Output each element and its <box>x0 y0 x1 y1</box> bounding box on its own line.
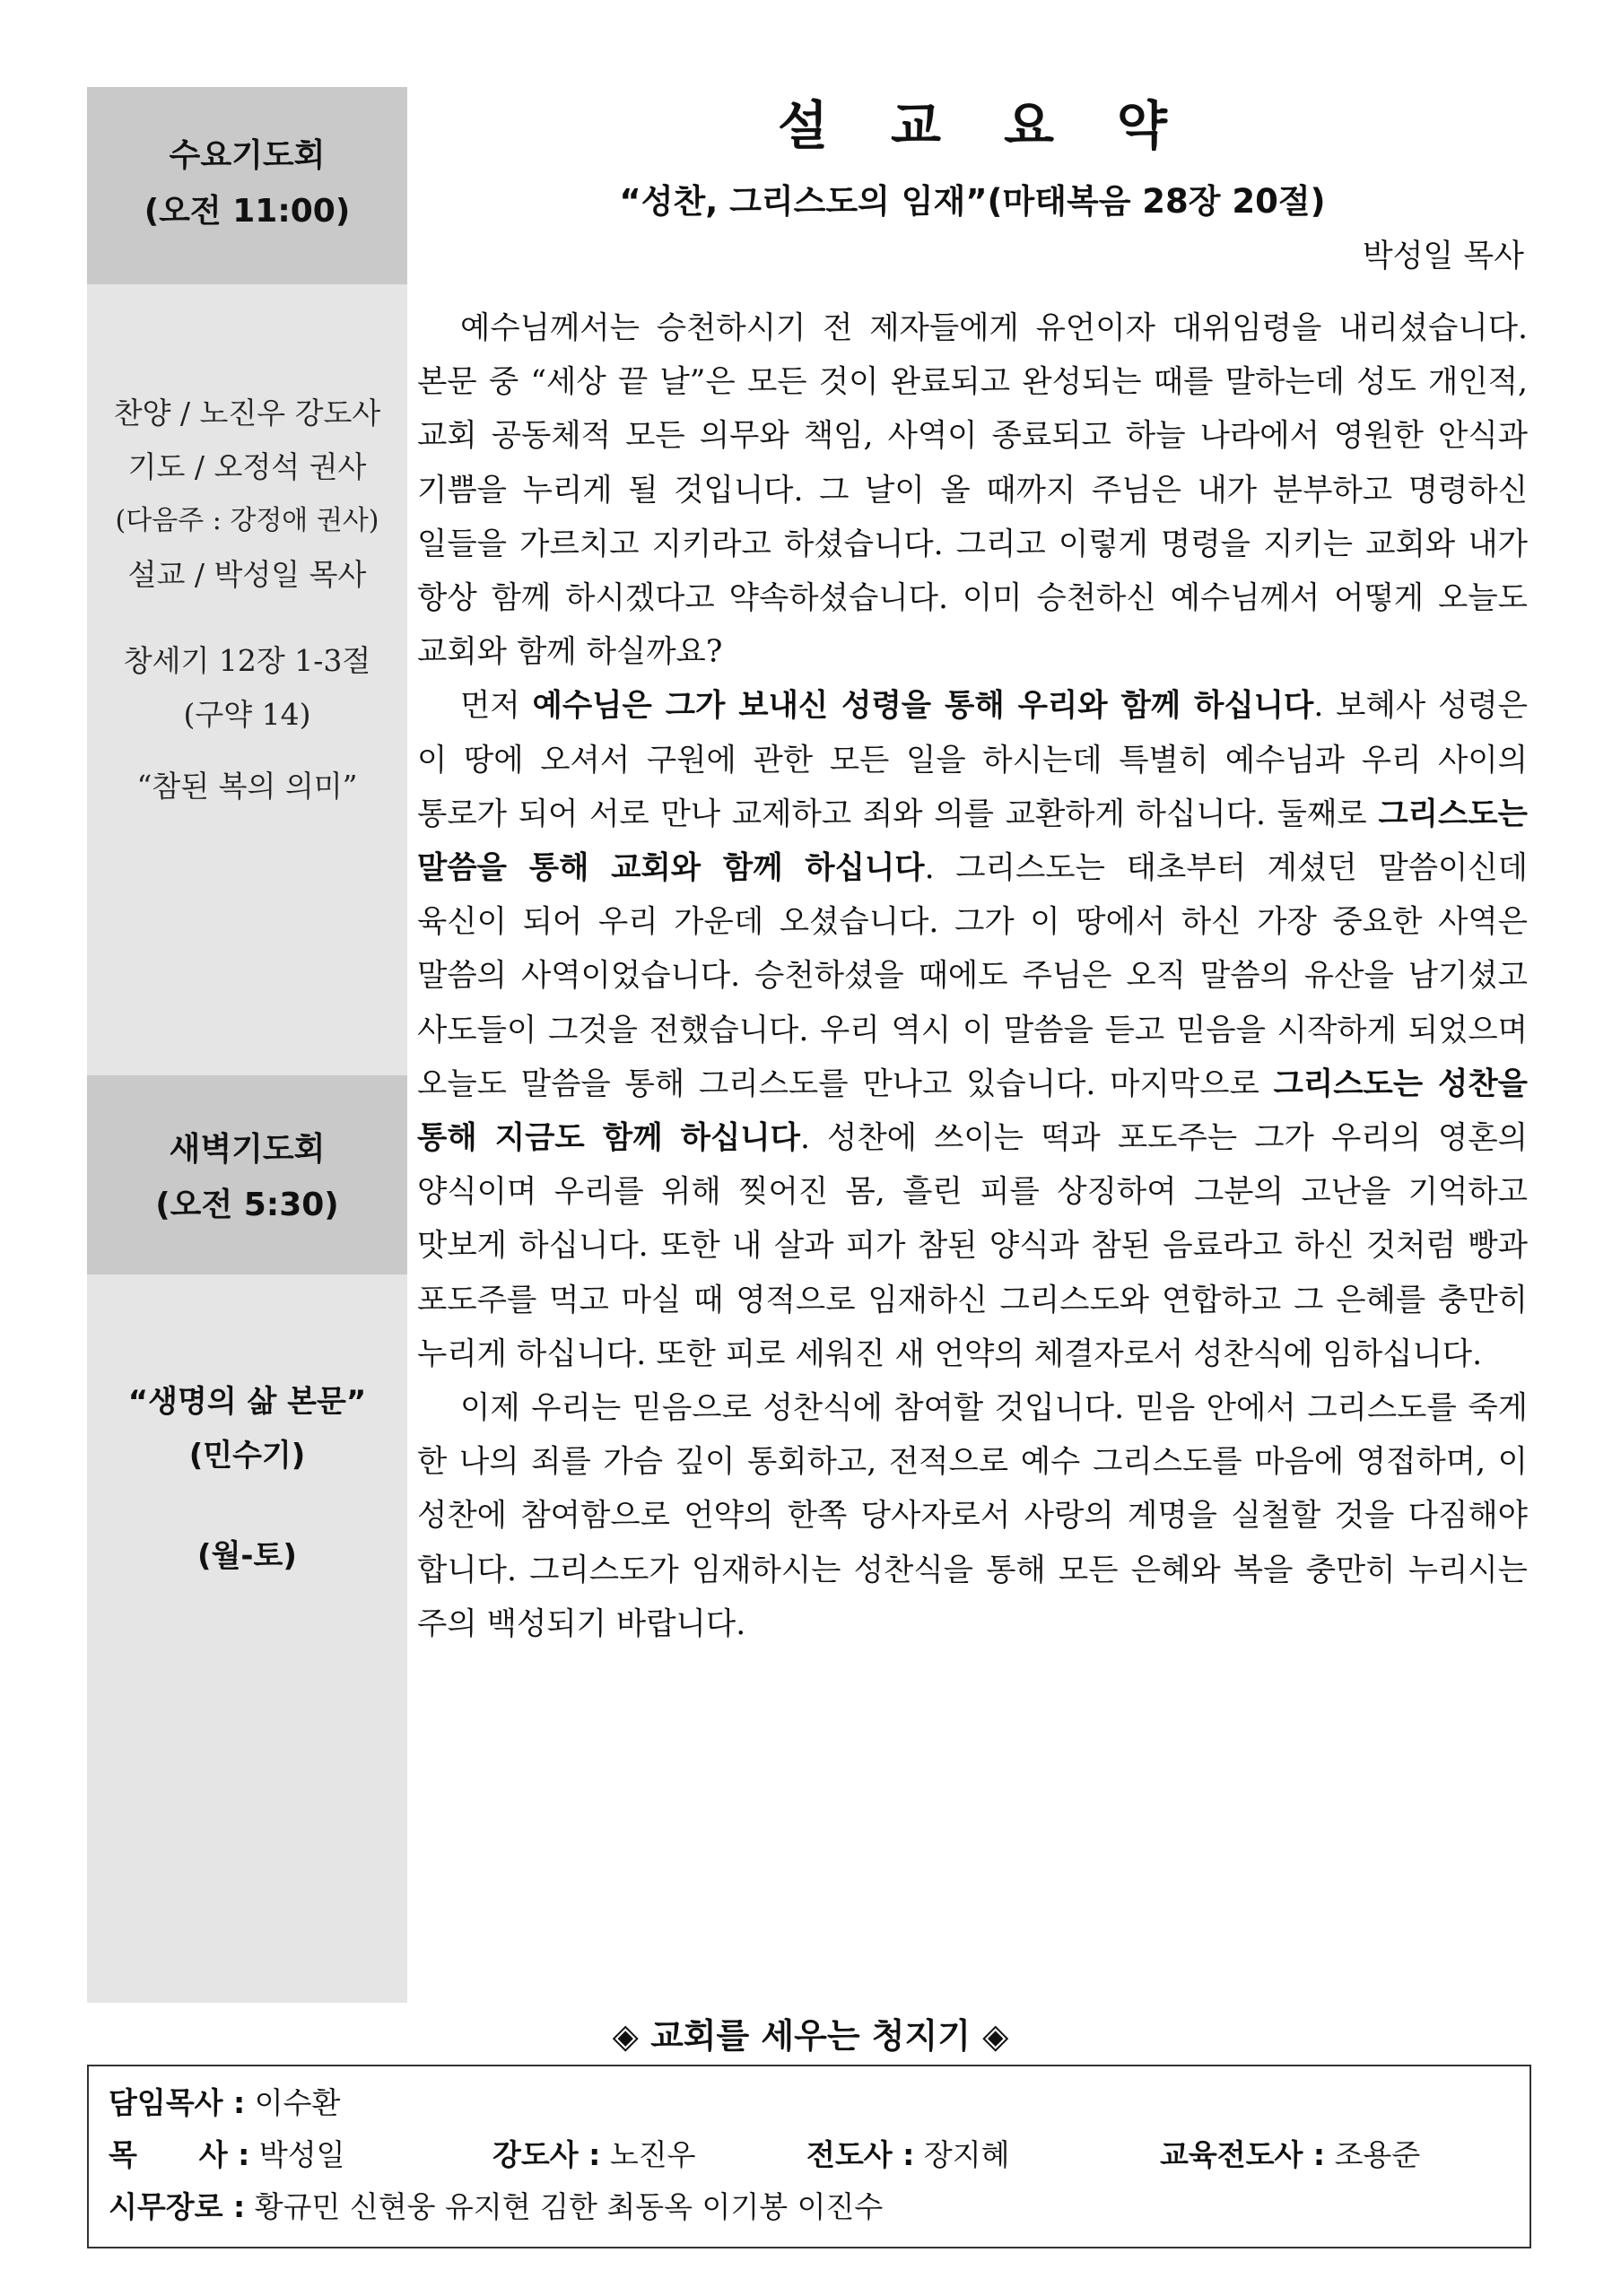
program-item: 설교 / 박성일 목사 <box>127 557 367 592</box>
life-text-days: (월-토) <box>197 1538 297 1574</box>
emphasized-text: 그리스도는 성찬을 통해 지금도 함께 하십니다 <box>417 1065 1528 1157</box>
staff-role-label: 전도사 : <box>806 2137 915 2172</box>
sermon-summary <box>417 90 1528 1651</box>
elder-names: 황규민 신현웅 유지현 김한 최동옥 이기봉 이진수 <box>254 2189 884 2224</box>
emphasized-text: 그리스도는 말씀을 통해 교회와 함께 하십니다 <box>417 796 1528 887</box>
wednesday-sermon-title: “참된 복의 의미” <box>136 769 358 804</box>
paragraph-text: . 그리스도는 태초부터 계셨던 말씀이신데 육신이 되어 우리 가운데 오셨습니다. 그가 이 땅에서 하신 가장 중요한 사역은 말씀의 사역이었습니다. 승천하셨을 때에도 주님은 오직 말씀의 유산을 남기셨고 사도들이 그것을 전했습니다. 우리 역시 이 말씀을 듣고 믿음을 시작하게 되었으며 오늘도 말씀을 통해 그리스도를 만나고 있습니다. 마지막으로 <box>417 850 1529 1102</box>
wednesday-service-title: 수요기도회 <box>169 137 326 174</box>
staff-role-label: 강도사 : <box>492 2137 601 2172</box>
paragraph-text: 예수님께서는 승천하시기 전 제자들에게 유언이자 대위임령을 내리셨습니다. 본문 중 “세상 끝 날”은 모든 것이 완료되고 완성되는 때를 말하는데 성도 개인적, 교회 공동체적 모든 의무와 책임, 사역이 종료되고 하늘 나라에서 영원한 안식과 기쁨을 누리게 될 것입니다. 그 날이 올 때까지 주님은 내가 분부하고 명령하신 일들을 가르치고 지키라고 하셨습니다. 그리고 이렇게 명령을 지키는 교회와 내가 항상 함께 하시겠다고 약속하셨습니다. 이미 승천하신 예수님께서 어떻게 오늘도 교회와 함께 하실까요? <box>417 310 1528 671</box>
life-text-title: “생명의 삶 본문” <box>127 1384 367 1420</box>
staff-name: 이수환 <box>254 2085 341 2120</box>
staff-row <box>109 2077 1510 2129</box>
sermon-body <box>417 301 1528 1651</box>
wednesday-service-header <box>87 87 407 284</box>
hymn-number: (구약 14) <box>183 697 311 732</box>
staff-heading: ◈ 교회를 세우는 청지기 ◈ <box>612 2016 1009 2056</box>
sermon-paragraph <box>417 1381 1528 1651</box>
staff-name: 노진우 <box>609 2137 696 2172</box>
program-item: 찬양 / 노진우 강도사 <box>113 396 381 430</box>
staff-box <box>87 2065 1531 2248</box>
staff-name: 장지혜 <box>923 2137 1010 2172</box>
paragraph-text: 먼저 <box>460 688 533 725</box>
wednesday-program <box>87 284 407 1075</box>
paragraph-text: 이제 우리는 믿음으로 성찬식에 참여할 것입니다. 믿음 안에서 그리스도를 죽게 한 나의 죄를 가슴 깊이 통회하고, 전적으로 예수 그리스도를 마음에 영접하며, 이 성찬에 참여함으로 언약의 한쪽 당사자로서 사랑의 계명을 실철할 것을 다짐해야 합니다. 그리스도가 임재하시는 성찬식을 통해 모든 은혜와 복을 충만히 누리시는 주의 백성되기 바랍니다. <box>417 1390 1528 1642</box>
sermon-paragraph <box>417 679 1528 1381</box>
sidebar <box>87 87 407 2003</box>
staff-role-label: 담임목사 : <box>109 2085 246 2120</box>
preacher-name: 박성일 목사 <box>1362 239 1524 274</box>
scripture-reference: 창세기 12장 1-3절 <box>123 643 371 678</box>
sermon-paragraph <box>417 301 1528 679</box>
staff-name: 조용준 <box>1334 2137 1421 2172</box>
staff-role-label: 시무장로 : <box>109 2189 246 2224</box>
staff-row <box>109 2129 1510 2181</box>
sermon-subtitle: “성찬, 그리스도의 임재”(마태복음 28장 20절) <box>619 182 1326 221</box>
sermon-heading: 설교요약 <box>777 95 1231 156</box>
staff-row <box>109 2181 1510 2233</box>
paragraph-text: . 성찬에 쓰이는 떡과 포도주는 그가 우리의 영혼의 양식이며 우리를 위해 찢어진 몸, 흘린 피를 상징하여 그분의 고난을 기억하고 맛보게 하십니다. 또한 내 살과 피가 참된 양식과 참된 음료라고 하신 것처럼 빵과 포도주를 먹고 마실 때 영적으로 임재하신 그리스도와 연합하고 그 은혜를 충만히 누리게 하십니다. 또한 피로 세워진 새 언약의 체결자로서 성찬식에 임하십니다. <box>417 1120 1528 1372</box>
paragraph-text: . 보혜사 성령은 이 땅에 오셔서 구원에 관한 모든 일을 하시는데 특별히 예수님과 우리 사이의 통로가 되어 서로 만나 교제하고 죄와 의를 교환하게 하십니다. 둘째로 <box>417 688 1529 832</box>
life-text-block <box>87 1274 407 2003</box>
life-text-book: (민수기) <box>188 1438 306 1474</box>
staff-role-label: 교육전도사 : <box>1160 2137 1326 2172</box>
dawn-service-time: (오전 5:30) <box>155 1187 339 1223</box>
staff-role-label: 목 사 : <box>109 2137 250 2172</box>
program-item: 기도 / 오정석 권사 <box>127 449 367 484</box>
wednesday-service-time: (오전 11:00) <box>144 193 351 230</box>
dawn-service-header <box>87 1075 407 1274</box>
staff-name: 박성일 <box>258 2137 345 2172</box>
program-item: (다음주 : 강정애 권사) <box>115 505 379 536</box>
emphasized-text: 예수님은 그가 보내신 성령을 통해 우리와 함께 하십니다 <box>532 688 1314 725</box>
dawn-service-title: 새벽기도회 <box>169 1131 326 1168</box>
